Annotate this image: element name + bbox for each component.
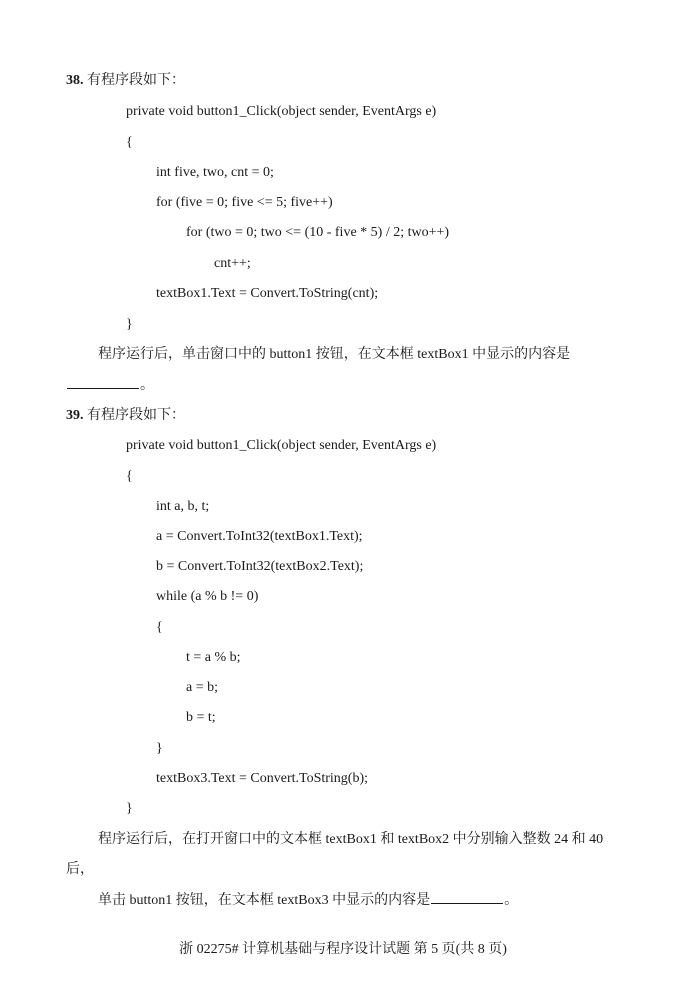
q39-code-line-10: b = t; <box>186 710 216 725</box>
q38-prompt: 程序运行后，单击窗口中的 button1 按钮，在文本框 textBox1 中显示的内容是 <box>98 347 571 362</box>
q38-code-line-5: for (two = 0; two <= (10 - five * 5) / 2; two++) <box>186 225 450 240</box>
q38-code-line-7: textBox1.Text = Convert.ToString(cnt); <box>156 286 379 301</box>
q39-code-line-13: } <box>126 801 133 816</box>
q38-end-mark: 。 <box>140 378 154 393</box>
q39-number: 39. <box>66 408 84 423</box>
q39-code-line-5: b = Convert.ToInt32(textBox2.Text); <box>156 559 364 574</box>
q39-prompt-line-2: 后， <box>66 862 94 877</box>
q38-answer-blank <box>67 376 139 389</box>
q39-code-line-11: } <box>156 741 163 756</box>
q39-code-line-12: textBox3.Text = Convert.ToString(b); <box>156 771 369 786</box>
q38-code-line-6: cnt++; <box>214 256 251 271</box>
q39-code-line-7: { <box>156 620 163 635</box>
q38-code-line-3: int five, two, cnt = 0; <box>156 165 274 180</box>
q38-code-line-2: { <box>126 135 133 150</box>
q38-code-line-8: } <box>126 317 133 332</box>
q39-code-line-8: t = a % b; <box>186 650 241 665</box>
q39-code-line-3: int a, b, t; <box>156 499 210 514</box>
q39-prompt-line-1: 程序运行后，在打开窗口中的文本框 textBox1 和 textBox2 中分别输入整数 24 和 40 <box>98 832 604 847</box>
q38-code-line-1: private void button1_Click(object sender, EventArgs e) <box>126 104 437 119</box>
q38-answer-line <box>66 376 154 395</box>
q39-code-line-2: { <box>126 469 133 484</box>
q39-prompt-text: 单击 button1 按钮，在文本框 textBox3 中显示的内容是 <box>98 893 431 908</box>
q39-code-line-4: a = Convert.ToInt32(textBox1.Text); <box>156 529 363 544</box>
q39-answer-blank <box>431 891 503 904</box>
q38-heading: 有程序段如下： <box>87 73 185 88</box>
q39-heading: 有程序段如下： <box>87 408 185 423</box>
q39-code-line-6: while (a % b != 0) <box>156 589 259 604</box>
q39-code-line-1: private void button1_Click(object sender, EventArgs e) <box>126 438 437 453</box>
q39-end-mark: 。 <box>504 893 519 908</box>
q38-number: 38. <box>66 73 84 88</box>
q39-prompt-line-3 <box>98 891 518 910</box>
page-footer: 浙 02275# 计算机基础与程序设计试题 第 5 页(共 8 页) <box>179 942 507 957</box>
q38-code-line-4: for (five = 0; five <= 5; five++) <box>156 195 333 210</box>
q38-heading-line <box>66 72 185 90</box>
q39-heading-line <box>66 407 185 425</box>
q39-code-line-9: a = b; <box>186 680 218 695</box>
